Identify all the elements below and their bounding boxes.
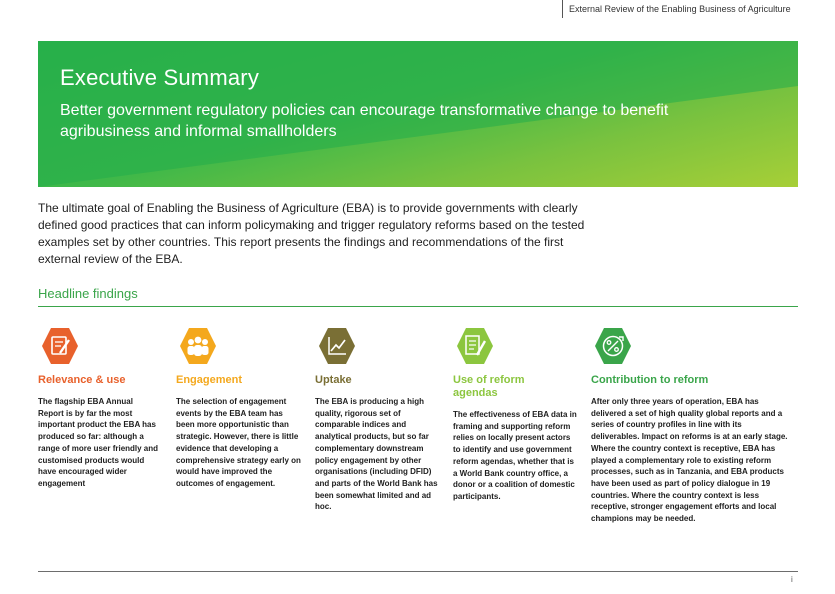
- footer-rule: [38, 571, 798, 572]
- section-heading: Headline findings: [38, 286, 138, 301]
- finding-body: The effectiveness of EBA data in framing and supporting reform relies on locally present actors to identify and use government reform agendas, whether that is a World Bank country office, a donor or a coalition of domestic participants.: [453, 410, 577, 501]
- finding-contribution: [591, 326, 791, 525]
- intro-paragraph: The ultimate goal of Enabling the Business of Agriculture (EBA) is to provide governments with clearly defined good practices that can inform policymaking and trigger regulatory reforms based on the tested examples set by other countries. This report presents the findings and recommendations of the first external review of the EBA.: [38, 201, 585, 266]
- running-head: External Review of the Enabling Business of Agriculture: [562, 0, 835, 18]
- percent-arrow-icon: [593, 326, 633, 366]
- finding-title: Relevance & use: [38, 374, 126, 386]
- page-number: i: [791, 575, 793, 584]
- finding-reform-agendas: [453, 326, 578, 503]
- finding-relevance: [38, 326, 160, 490]
- document-pen-icon: [455, 326, 495, 366]
- finding-body: The flagship EBA Annual Report is by far the most important product the EBA has produced so far: although a range of more user friendly and customised products would have encouraged wider engagement: [38, 397, 159, 488]
- page-title: Executive Summary: [60, 65, 260, 90]
- document-pencil-icon: [40, 326, 80, 366]
- finding-body: The selection of engagement events by the EBA team has been more opportunistic than strategic. However, there is little evidence that developing a comprehensive strategy early on would have improved the outcomes of engagement.: [176, 397, 301, 488]
- finding-title: Uptake: [315, 374, 352, 386]
- people-group-icon: [178, 326, 218, 366]
- finding-title: Engagement: [176, 374, 243, 386]
- finding-title: Use of reform agendas: [453, 374, 525, 399]
- finding-uptake: [315, 326, 440, 513]
- finding-body: The EBA is producing a high quality, rigorous set of comparable indices and analytical products, but so far complementary downstream policy engagement by other organisations (including DFID) and parts of the World Bank has been somewhat limited and ad hoc.: [315, 397, 438, 512]
- finding-body: After only three years of operation, EBA has delivered a set of high quality global reports and a series of country profiles in line with its deliverables. Impact on reforms is at an early stage. Where the country context is receptive, EBA has played a complementary role to existing reform processes, such as in Tanzania, and EBA products have been used as part of policy dialogue in 19 countries. Where the country context is less receptive, stronger engagement efforts and local champions may be needed.: [591, 397, 788, 524]
- finding-title: Contribution to reform: [591, 374, 709, 386]
- line-chart-icon: [317, 326, 357, 366]
- page-subtitle: Better government regulatory policies can encourage transformative change to benefit agribusiness and informal smallholders: [60, 102, 669, 140]
- finding-engagement: [176, 326, 301, 490]
- title-banner: [38, 41, 798, 187]
- section-divider: [38, 306, 798, 307]
